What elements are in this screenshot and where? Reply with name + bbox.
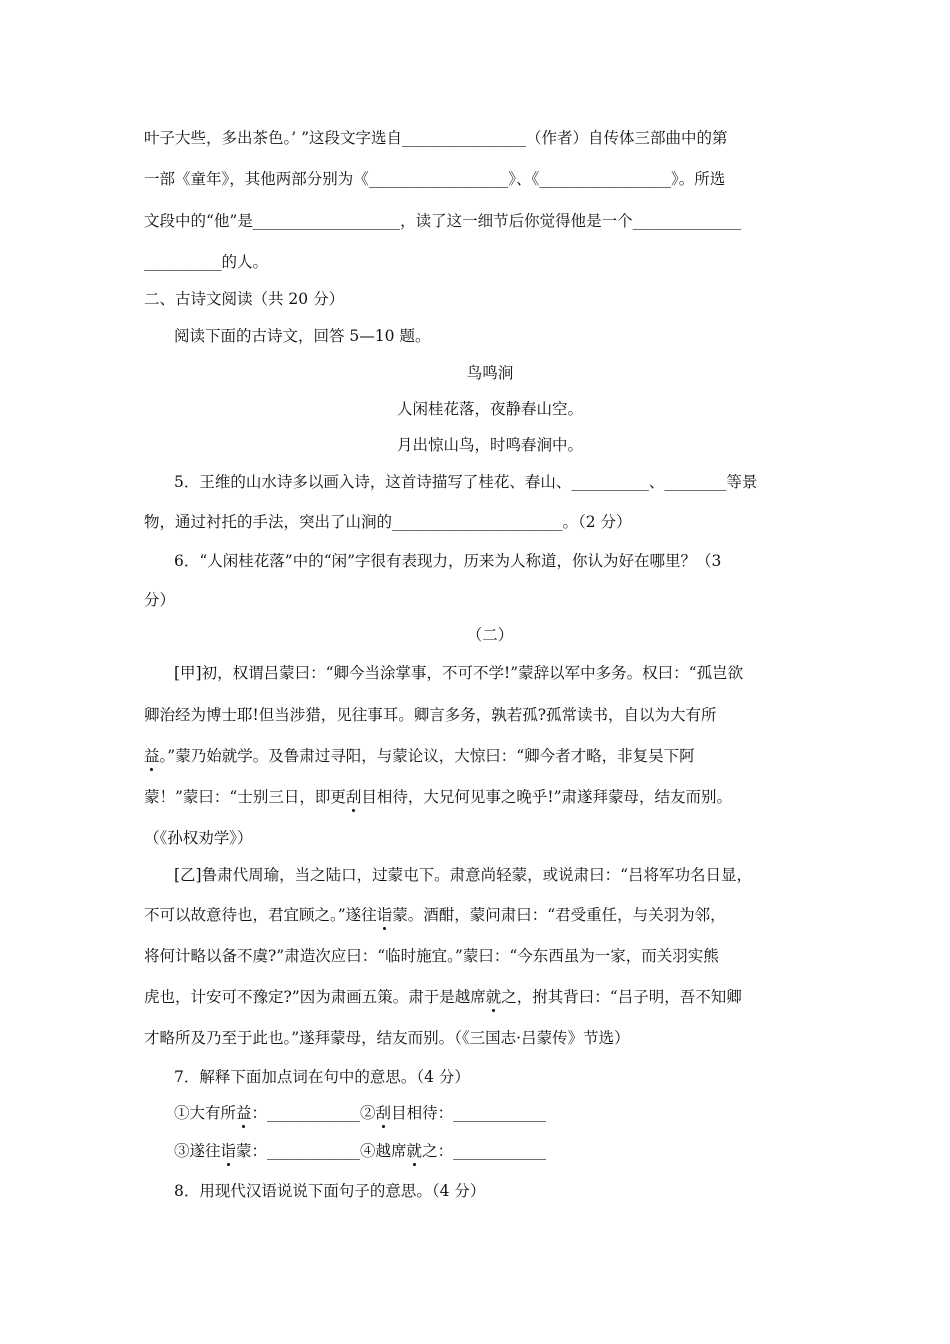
dotted-word: 益 [236,1104,252,1122]
poem-line-1: 人闲桂花落，夜静春山空。 [396,400,583,418]
yi-line-1: [乙]鲁肃代周瑜，当之陆口，过蒙屯下。肃意尚轻蒙，或说肃曰：“吕将军功名日显， [174,866,753,884]
question-6-line-2: 分） [144,591,176,609]
question-6-line-1: 6．“人闲桂花落”中的“闲”字很有表现力，历来为人称道，你认为好在哪里？（3 [174,552,722,570]
yi-line-5: 才略所及乃至于此也。”遂拜蒙母，结友而别。（《三国志·吕蒙传》节选） [144,1029,630,1047]
part-heading: （二） [466,626,514,644]
section-title: 二、古诗文阅读（共 20 分） [144,290,345,308]
section-intro: 阅读下面的古诗文，回答 5—10 题。 [174,327,431,345]
dotted-word: 诣 [376,906,393,924]
question-5-line-1: 5．王维的山水诗多以画入诗，这首诗描写了桂花、春山、__________、________等景 [174,473,758,491]
jia-line-1: [甲]初，权谓吕蒙曰：“卿今当涂掌事，不可不学!”蒙辞以军中多务。权曰：“孤岂欲 [174,664,744,682]
jia-source: （《孙权劝学》） [144,829,253,847]
passage-line-3: 文段中的“他”是___________________，读了这一细节后你觉得他是一个______________ [144,212,742,230]
dotted-word: 诣 [220,1142,237,1160]
jia-line-4: 蒙！”蒙曰：“士别三日，即更刮目相待，大兄何见事之晚乎!”肃遂拜蒙母，结友而别。 [144,788,733,806]
question-7-title: 7．解释下面加点词在句中的意思。（4 分） [174,1068,470,1086]
dotted-word: 就 [406,1142,423,1160]
yi-line-4: 虎也，计安可不豫定?”因为肃画五策。肃于是越席就之，拊其背曰：“吕子明，吾不知卿 [144,988,742,1006]
dotted-word: 刮 [375,1104,392,1122]
question-5-line-2: 物，通过衬托的手法，突出了山涧的______________________。（2 分） [144,513,632,531]
jia-line-3: 益。”蒙乃始就学。及鲁肃过寻阳，与蒙论议，大惊曰：“卿今者才略，非复吴下阿 [144,747,695,765]
passage-line-4: __________的人。 [144,253,269,271]
poem-line-2: 月出惊山鸟，时鸣春涧中。 [396,436,583,454]
question-8-title: 8．用现代汉语说说下面句子的意思。（4 分） [174,1182,486,1200]
dotted-word: 益 [144,747,160,765]
dotted-word: 就 [485,988,502,1006]
yi-line-2: 不可以故意待也，君宜顾之。”遂往诣蒙。酒酣，蒙问肃曰：“君受重任，与关羽为邻， [144,906,726,924]
question-7-row-1: ①大有所益：____________②刮目相待：____________ [174,1104,547,1122]
yi-line-3: 将何计略以备不虞?”肃造次应曰：“临时施宜。”蒙曰：“今东西虽为一家，而关羽实熊 [144,947,719,965]
poem-title: 鸟鸣涧 [466,364,514,382]
jia-line-2: 卿治经为博士耶!但当涉猎，见往事耳。卿言多务，孰若孤?孤常读书，自以为大有所 [144,706,717,724]
passage-line-2: 一部《童年》，其他两部分别为《__________________》、《_________________》。所选 [144,170,726,188]
question-7-row-2: ③遂往诣蒙：____________④越席就之：____________ [174,1142,547,1160]
passage-line-1: 叶子大些，多出茶色。’ ”这段文字选自________________（作者）自传体三部曲中的第 [144,129,728,147]
dotted-word: 刮 [345,788,362,806]
